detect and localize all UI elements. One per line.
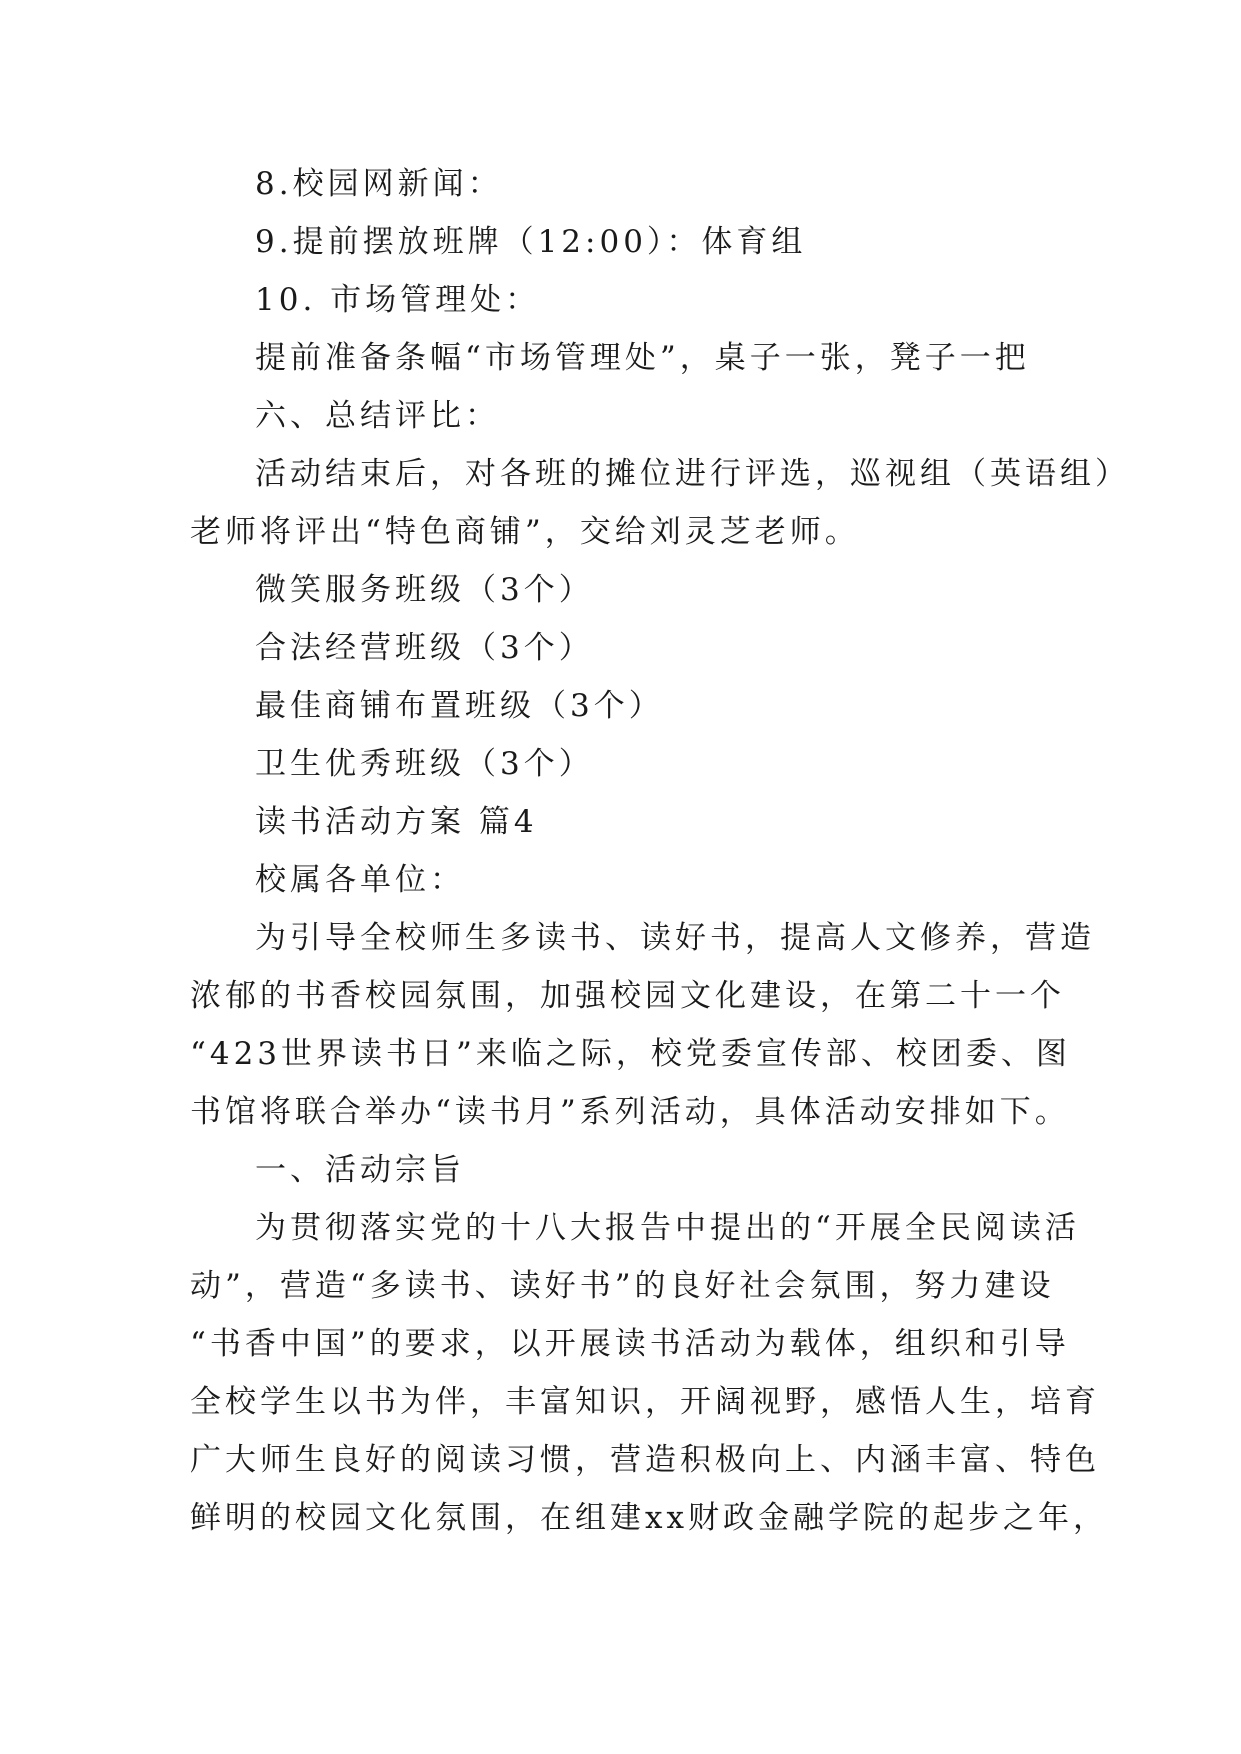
list-item-award: 卫生优秀班级（3个） bbox=[255, 746, 594, 782]
paragraph-line: 动”，营造“多读书、读好书”的良好社会氛围，努力建设 bbox=[190, 1268, 1055, 1304]
paragraph-line: “423世界读书日”来临之际，校党委宣传部、校团委、图 bbox=[190, 1036, 1071, 1072]
article-title: 读书活动方案 篇4 bbox=[255, 804, 538, 840]
list-item-award: 最佳商铺布置班级（3个） bbox=[255, 688, 664, 724]
list-item-market-office: 10. 市场管理处： bbox=[255, 282, 541, 318]
paragraph-line: 为引导全校师生多读书、读好书，提高人文修养，营造 bbox=[255, 920, 1095, 956]
list-item-award: 微笑服务班级（3个） bbox=[255, 572, 594, 608]
section-heading-purpose: 一、活动宗旨 bbox=[255, 1152, 465, 1188]
salutation: 校属各单位： bbox=[255, 862, 465, 898]
list-item-class-signs: 9.提前摆放班牌（12:00）：体育组 bbox=[255, 224, 807, 260]
paragraph-line: 为贯彻落实党的十八大报告中提出的“开展全民阅读活 bbox=[255, 1210, 1080, 1246]
paragraph-line: 老师将评出“特色商铺”，交给刘灵芝老师。 bbox=[190, 514, 860, 550]
list-item-award: 合法经营班级（3个） bbox=[255, 630, 594, 666]
paragraph-line: 书馆将联合举办“读书月”系列活动，具体活动安排如下。 bbox=[190, 1094, 1070, 1130]
paragraph-line: 鲜明的校园文化氛围，在组建xx财政金融学院的起步之年， bbox=[190, 1500, 1108, 1536]
paragraph-line: 浓郁的书香校园氛围，加强校园文化建设，在第二十一个 bbox=[190, 978, 1065, 1014]
paragraph-line: “书香中国”的要求，以开展读书活动为载体，组织和引导 bbox=[190, 1326, 1070, 1362]
paragraph-line: 全校学生以书为伴，丰富知识，开阔视野，感悟人生，培育 bbox=[190, 1384, 1100, 1420]
list-item-campus-news: 8.校园网新闻： bbox=[255, 166, 503, 202]
section-heading-summary: 六、总结评比： bbox=[255, 398, 500, 434]
paragraph-line: 广大师生良好的阅读习惯，营造积极向上、内涵丰富、特色 bbox=[190, 1442, 1100, 1478]
paragraph-line: 提前准备条幅“市场管理处”，桌子一张，凳子一把 bbox=[255, 340, 1030, 376]
paragraph-line: 活动结束后，对各班的摊位进行评选，巡视组（英语组） bbox=[255, 456, 1130, 492]
